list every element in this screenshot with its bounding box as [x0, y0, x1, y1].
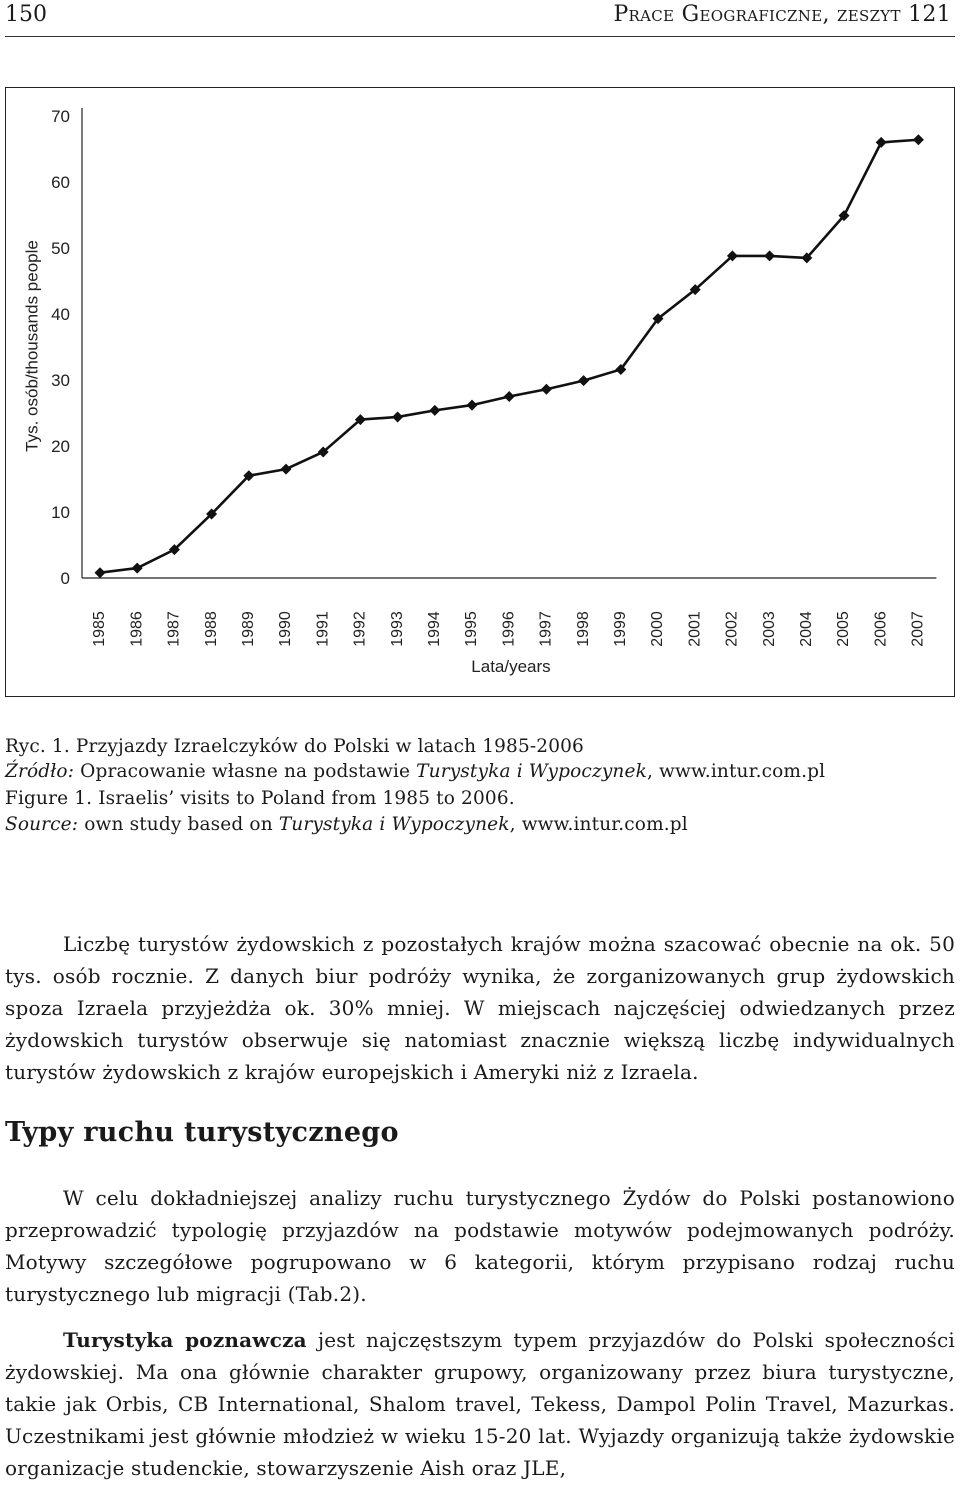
- x-tick-label: 1995: [463, 611, 481, 647]
- data-point-marker: [281, 464, 292, 475]
- y-tick-label: 70: [51, 107, 70, 126]
- y-axis-label-group: [22, 240, 41, 452]
- data-point-marker: [913, 134, 924, 145]
- chart-frame: [5, 87, 955, 697]
- data-point-marker: [504, 391, 515, 402]
- x-tick-label: 1998: [574, 611, 592, 647]
- body-paragraph-2-text: W celu dokładniejszej analizy ruchu turystycznego Żydów do Polski postanowiono przeprowadzić typologię przyjazdów na podstawie motywów podejmowanych podróży. Motywy szczegółowe pogrupowano w 6 kategorii, którym przypisano rodzaj ruchu turystycznego lub migracji (Tab.2).: [5, 1186, 955, 1306]
- y-tick-label: 60: [51, 173, 70, 192]
- caption-en-title: [5, 786, 515, 811]
- y-tick-label: 50: [51, 239, 70, 258]
- x-tick-label: 1991: [314, 611, 332, 647]
- x-tick-label: 1996: [500, 611, 518, 647]
- data-point-marker: [764, 250, 775, 261]
- caption-pl-title-text: Ryc. 1. Przyjazdy Izraelczyków do Polski w latach 1985-2006: [5, 736, 584, 757]
- x-tick-label: 1997: [537, 611, 555, 647]
- x-tick-label: 2002: [723, 611, 741, 647]
- running-head: [5, 0, 955, 36]
- y-tick-label: 40: [51, 305, 70, 324]
- x-tick-label: 1987: [165, 611, 183, 647]
- caption-pl-source-url: , www.intur.com.pl: [646, 761, 826, 782]
- body-paragraph-2: [5, 1182, 955, 1310]
- header-rule: [5, 36, 955, 37]
- body-paragraph-3: [5, 1324, 955, 1484]
- x-tick-label: 1990: [277, 611, 295, 647]
- caption-pl-source-label: Źródło:: [5, 761, 75, 782]
- y-tick-label: 10: [51, 503, 70, 522]
- data-point-marker: [876, 137, 887, 148]
- x-tick-label: 2001: [686, 611, 704, 647]
- x-tick-label: 1993: [388, 611, 406, 647]
- x-tick-label: 2004: [798, 611, 816, 647]
- caption-pl-source-pub: Turystyka i Wypoczynek: [416, 761, 647, 782]
- y-tick-label: 0: [60, 569, 70, 588]
- caption-pl-source-text: Opracowanie własne na podstawie: [74, 761, 417, 782]
- body-paragraph-1: [5, 928, 955, 1088]
- section-heading: Typy ruchu turystycznego: [5, 1117, 399, 1148]
- x-tick-label: 1994: [426, 611, 444, 647]
- x-axis-label: Lata/years: [471, 657, 551, 676]
- y-tick-labels: [51, 107, 70, 588]
- x-tick-label: 2005: [835, 611, 853, 647]
- x-tick-label: 1988: [202, 611, 220, 647]
- line-chart: [6, 88, 953, 695]
- caption-en-source-text: own study based on: [78, 814, 279, 835]
- caption-en-source-label: Source:: [5, 814, 79, 835]
- caption-en-source: [5, 812, 688, 837]
- data-point-marker: [392, 411, 403, 422]
- data-point-marker: [429, 405, 440, 416]
- y-tick-label: 20: [51, 437, 70, 456]
- x-tick-label: 1985: [91, 611, 109, 647]
- caption-pl-source: [5, 759, 825, 784]
- x-tick-label: 1992: [351, 611, 369, 647]
- data-point-marker: [95, 567, 106, 578]
- x-axis-label-group: [471, 657, 550, 676]
- x-tick-label: 1999: [612, 611, 630, 647]
- data-point-marker: [467, 400, 478, 411]
- caption-en-title-text: Figure 1. Israelis’ visits to Poland from 1985 to 2006.: [5, 788, 515, 809]
- y-axis-label: Tys. osób/thousands people: [22, 240, 42, 452]
- data-point-marker: [578, 375, 589, 386]
- body-paragraph-3-text: jest najczęstszym typem przyjazdów do Polski społeczności żydowskiej. Ma ona głównie charakter grupowy, organizowany przez biura turystyczne, takie jak Orbis, CB International, Shalom travel, Tekess, Dampol Polin Travel, Mazurkas. Uczestnikami jest głównie młodzież w wieku 15-20 lat. Wyjazdy organizują także żydowskie organizacje studenckie, stowarzyszenie Aish oraz JLE,: [5, 1328, 955, 1480]
- x-tick-label: 2007: [909, 611, 927, 647]
- page-number: 150: [5, 2, 47, 27]
- x-tick-label: 1986: [128, 611, 146, 647]
- caption-pl-title: [5, 734, 584, 759]
- caption-en-source-url: , www.intur.com.pl: [509, 814, 688, 835]
- series-line: [100, 140, 918, 573]
- x-tick-label: 2000: [649, 611, 667, 647]
- data-point-marker: [541, 384, 552, 395]
- data-points: [95, 134, 924, 578]
- caption-en-source-pub: Turystyka i Wypoczynek: [278, 814, 510, 835]
- data-point-marker: [132, 563, 143, 574]
- body-paragraph-1-text: Liczbę turystów żydowskich z pozostałych krajów można szacować obecnie na ok. 50 tys. osób rocznie. Z danych biur podróży wynika, że zorganizowanych grup żydowskich spoza Izraela przyjeżdża ok. 30% mniej. W miejscach najczęściej odwiedzanych przez żydowskich turystów obserwuje się natomiast znacznie większą liczbę indywidualnych turystów żydowskich z krajów europejskich i Ameryki niż z Izraela.: [5, 932, 955, 1084]
- x-tick-label: 2006: [872, 611, 890, 647]
- x-tick-label: 1989: [240, 611, 258, 647]
- x-tick-label: 2003: [760, 611, 778, 647]
- body-paragraph-3-bold: Turystyka poznawcza: [63, 1328, 307, 1352]
- x-tick-labels: [91, 611, 926, 647]
- journal-title: Prace Geograficzne, zeszyt 121: [613, 2, 951, 27]
- y-tick-label: 30: [51, 371, 70, 390]
